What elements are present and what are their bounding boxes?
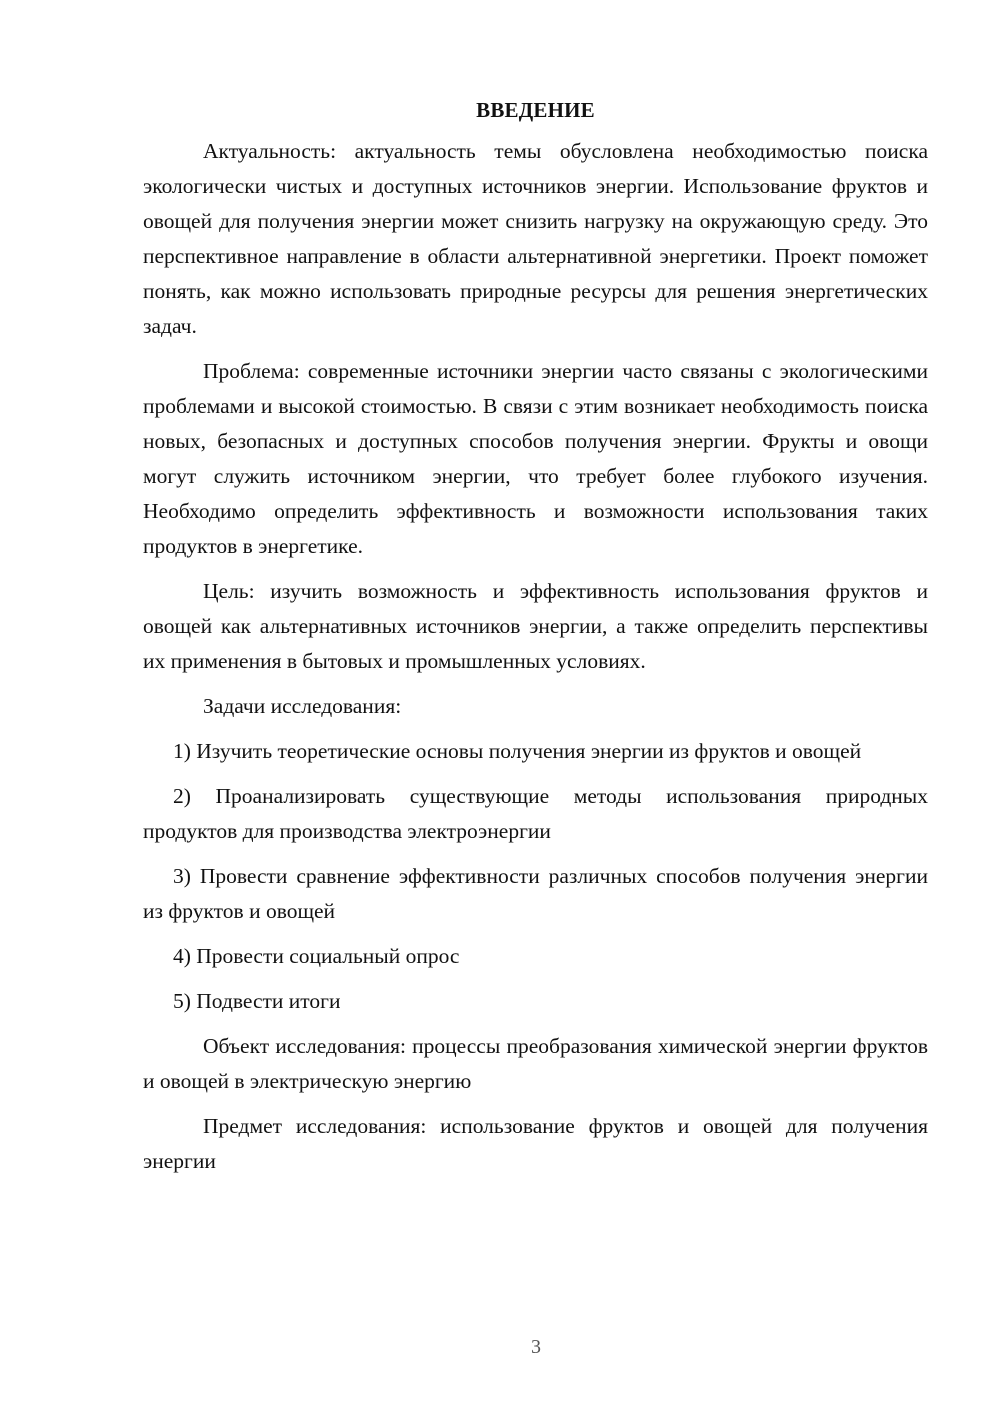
goal-paragraph: Цель: изучить возможность и эффективность использования фруктов и овощей как альтернативных источников энергии, а также определить перспективы их применения в бытовых и промышленных условиях. [143, 579, 928, 673]
task-item: 1) Изучить теоретические основы получения энергии из фруктов и овощей [173, 739, 862, 763]
object-paragraph: Объект исследования: процессы преобразования химической энергии фруктов и овощей в электрическую энергию [143, 1034, 928, 1093]
task-item: 4) Провести социальный опрос [173, 944, 460, 968]
document-body [143, 93, 928, 1189]
task-item: 2) Проанализировать существующие методы использования природных продуктов для производства электроэнергии [143, 784, 928, 843]
task-item: 3) Провести сравнение эффективности различных способов получения энергии из фруктов и овощей [143, 864, 928, 923]
problem-paragraph: Проблема: современные источники энергии часто связаны с экологическими проблемами и высокой стоимостью. В связи с этим возникает необходимость поиска новых, безопасных и доступных способов получения энергии. Фрукты и овощи могут служить источником энергии, что требует более глубокого изучения. Необходимо определить эффективность и возможности использования таких продуктов в энергетике. [143, 359, 928, 558]
subject-paragraph: Предмет исследования: использование фруктов и овощей для получения энергии [143, 1114, 928, 1173]
page-title: ВВЕДЕНИЕ [476, 98, 595, 122]
page-number: 3 [531, 1336, 541, 1358]
task-item: 5) Подвести итоги [173, 989, 341, 1013]
tasks-heading: Задачи исследования: [203, 694, 402, 718]
relevance-paragraph: Актуальность: актуальность темы обусловлена необходимостью поиска экологически чистых и доступных источников энергии. Использование фруктов и овощей для получения энергии может снизить нагрузку на окружающую среду. Это перспективное направление в области альтернативной энергетики. Проект поможет понять, как можно использовать природные ресурсы для решения энергетических задач. [143, 139, 928, 338]
